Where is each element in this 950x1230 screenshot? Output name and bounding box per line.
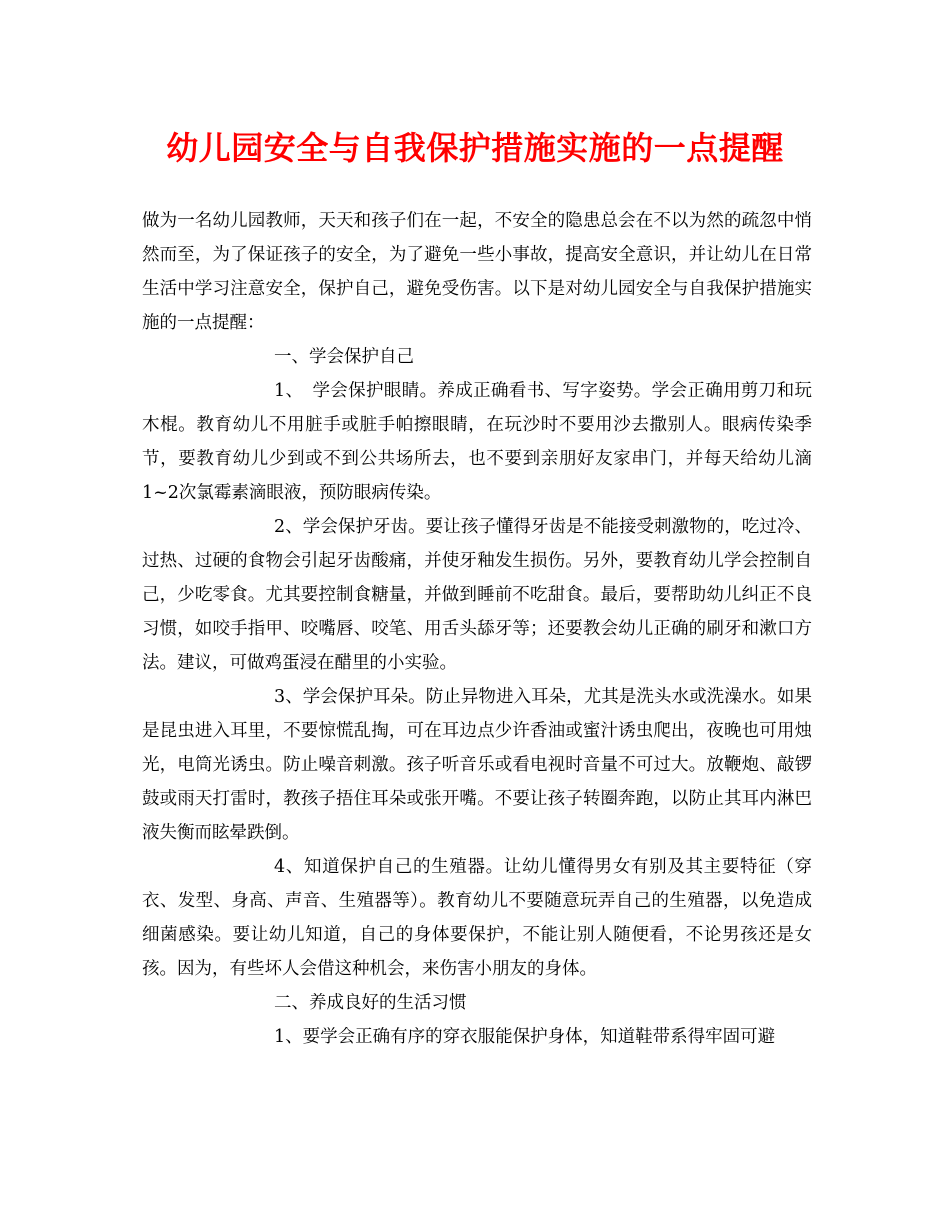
document-title: 幼儿园安全与自我保护措施实施的一点提醒 xyxy=(166,129,784,167)
document-body xyxy=(142,204,812,1054)
paragraph-eyes: 1、 学会保护眼睛。养成正确看书、写字姿势。学会正确用剪刀和玩木棍。教育幼儿不用脏手或脏手帕擦眼睛，在玩沙时不要用沙去撒别人。眼病传染季节，要教育幼儿少到或不到公共场所去，也不要到亲朋好友家串门，并每天给幼儿滴1~2次氯霉素滴眼液，预防眼病传染。 xyxy=(142,381,812,503)
paragraph-teeth: 2、学会保护牙齿。要让孩子懂得牙齿是不能接受刺激物的，吃过冷、过热、过硬的食物会引起牙齿酸痛，并使牙釉发生损伤。另外，要教育幼儿学会控制自己，少吃零食。尤其要控制食糖量，并做到睡前不吃甜食。最后，要帮助幼儿纠正不良习惯，如咬手指甲、咬嘴唇、咬笔、用舌头舔牙等；还要教会幼儿正确的刷牙和漱口方法。建议，可做鸡蛋浸在醋里的小实验。 xyxy=(142,517,812,673)
section-heading-1: 一、学会保护自己 xyxy=(274,347,414,367)
paragraph-habits: 1、要学会正确有序的穿衣服能保护身体，知道鞋带系得牢固可避 xyxy=(274,1027,776,1047)
section-heading-2: 二、养成良好的生活习惯 xyxy=(274,993,467,1013)
paragraph-body: 4、知道保护自己的生殖器。让幼儿懂得男女有别及其主要特征（穿衣、发型、身高、声音、生殖器等）。教育幼儿不要随意玩弄自己的生殖器，以免造成细菌感染。要让幼儿知道，自己的身体要保护，不能让别人随便看，不论男孩还是女孩。因为，有些坏人会借这种机会，来伤害小朋友的身体。 xyxy=(142,857,812,979)
paragraph-ears: 3、学会保护耳朵。防止异物进入耳朵，尤其是洗头水或洗澡水。如果是昆虫进入耳里，不要惊慌乱掏，可在耳边点少许香油或蜜汁诱虫爬出，夜晚也可用烛光，电筒光诱虫。防止噪音刺激。孩子听音乐或看电视时音量不可过大。放鞭炮、敲锣鼓或雨天打雷时，教孩子捂住耳朵或张开嘴。不要让孩子转圈奔跑，以防止其耳内淋巴液失衡而眩晕跌倒。 xyxy=(142,687,812,843)
intro-paragraph: 做为一名幼儿园教师，天天和孩子们在一起，不安全的隐患总会在不以为然的疏忽中悄然而至，为了保证孩子的安全，为了避免一些小事故，提高安全意识，并让幼儿在日常生活中学习注意安全，保护自己，避免受伤害。以下是对幼儿园安全与自我保护措施实施的一点提醒： xyxy=(142,211,812,333)
